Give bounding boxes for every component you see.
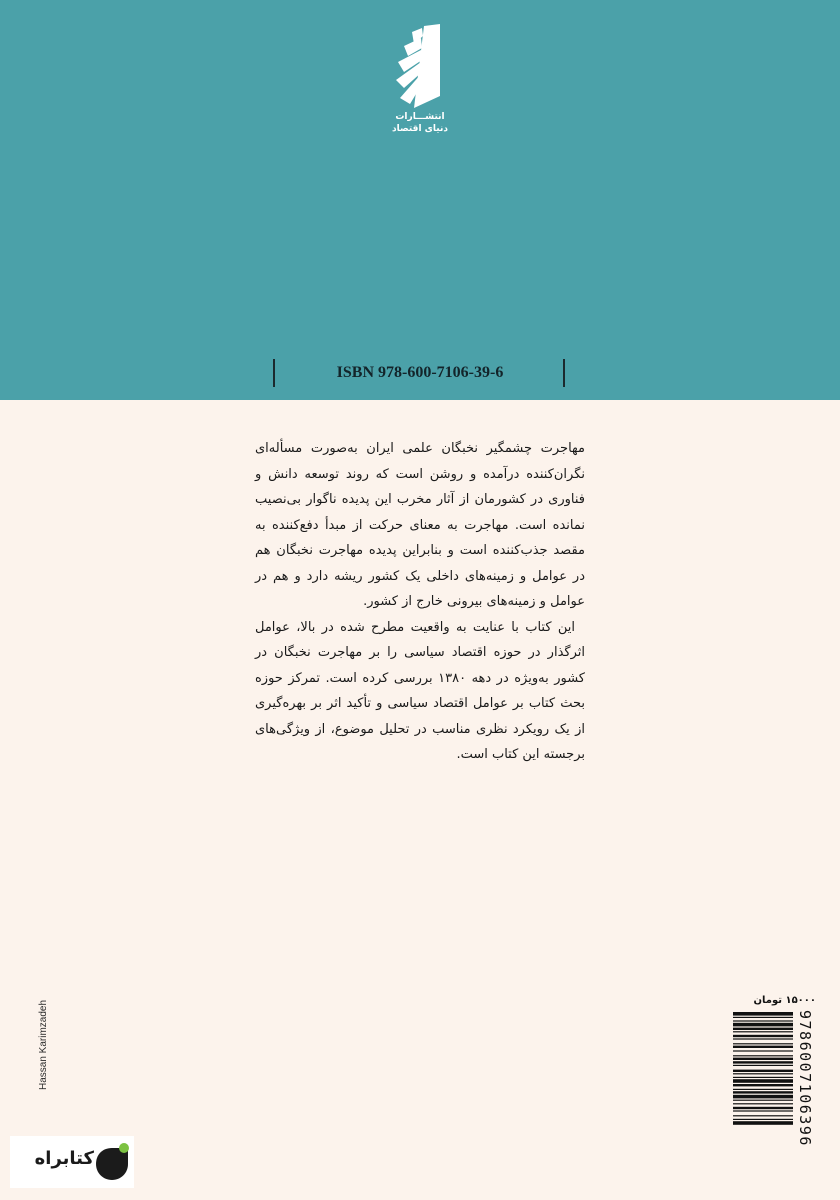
barcode-stripe xyxy=(733,1115,793,1116)
barcode-stripe xyxy=(733,1107,793,1109)
barcode-stripe xyxy=(733,1084,793,1086)
barcode-stripe xyxy=(733,1012,793,1016)
blurb-paragraph-1: مهاجرت چشمگیر نخبگان علمی ایران به‌صورت مسأله‌ای نگران‌کننده درآمده و روشن است که روند توسعه دانش و فناوری در کشورمان از آثار مخرب این پدیده ناگوار بی‌نصیب نمانده است. مهاجرت به معنای حرکت از مبدأ دفع‌کننده به مقصد جذب‌کننده است و بنابراین پدیده مهاجرت نخبگان هم در عوامل و زمینه‌های داخلی یک کشور ریشه دارد و هم در عوامل و زمینه‌های بیرونی خارج از کشور. xyxy=(255,441,585,609)
barcode-stripe xyxy=(733,1065,793,1066)
blurb-paragraph-2: این کتاب با عنایت به واقعیت مطرح شده در بالا، عوامل اثرگذار در حوزه اقتصاد سیاسی را بر مهاجرت نخبگان در کشور به‌ویژه در دهه ۱۳۸۰ بررسی کرده است. تمرکز حوزه بحث کتاب بر عوامل اقتصاد سیاسی و تأکید اثر بر بهره‌گیری از یک رویکرد نظری مناسب در تحلیل موضوع، از ویژگی‌های برجسته این کتاب است. xyxy=(255,619,585,762)
designer-credit: Hassan Karimzadeh xyxy=(38,999,49,1090)
barcode-stripe xyxy=(733,1020,793,1021)
barcode-stripe xyxy=(733,1110,793,1111)
ketabrah-logo-icon xyxy=(94,1142,130,1182)
ketabrah-watermark xyxy=(10,1136,134,1188)
isbn-number: ISBN 978-600-7106-39-6 xyxy=(336,364,504,381)
price-label: ۱۵۰۰۰ تومان xyxy=(753,995,816,1006)
isbn-barcode xyxy=(733,1010,793,1190)
barcode-stripe xyxy=(733,1043,793,1044)
barcode-stripe xyxy=(733,1046,793,1048)
barcode-stripe xyxy=(733,1089,793,1090)
barcode-digits: 9786007106396 xyxy=(796,1010,814,1147)
barcode-stripe xyxy=(733,1073,793,1074)
barcode-stripe xyxy=(733,1058,793,1060)
barcode-stripe xyxy=(733,1031,793,1032)
book-pages-icon xyxy=(394,22,446,108)
publisher-name-line2: دنیای اقتصاد xyxy=(392,124,448,134)
barcode-stripe xyxy=(733,1077,793,1078)
barcode-stripe xyxy=(733,1100,793,1101)
barcode-stripe xyxy=(733,1119,793,1120)
barcode-stripe xyxy=(733,1091,793,1093)
barcode-stripe xyxy=(733,1061,793,1063)
barcode-stripe xyxy=(733,1121,793,1125)
top-color-band xyxy=(0,0,840,400)
barcode-stripe xyxy=(733,1035,793,1037)
barcode-stripe xyxy=(733,1079,793,1083)
back-cover-blurb xyxy=(255,436,585,768)
publisher-logo xyxy=(384,22,456,142)
barcode-stripe xyxy=(733,1017,793,1018)
barcode-stripe xyxy=(733,1103,793,1104)
barcode-stripe xyxy=(733,1070,793,1072)
barcode-stripe xyxy=(733,1050,793,1051)
publisher-name-line1: انتشـــارات xyxy=(395,112,445,122)
barcode-stripe xyxy=(733,1028,793,1030)
isbn-divider-left xyxy=(273,359,275,387)
barcode-stripe xyxy=(733,1023,793,1027)
barcode-stripe xyxy=(733,1055,793,1056)
watermark-text: کتابراه xyxy=(34,1148,94,1169)
barcode-stripe xyxy=(733,1095,793,1099)
isbn-divider-right xyxy=(563,359,565,387)
barcode-stripe xyxy=(733,1038,793,1039)
